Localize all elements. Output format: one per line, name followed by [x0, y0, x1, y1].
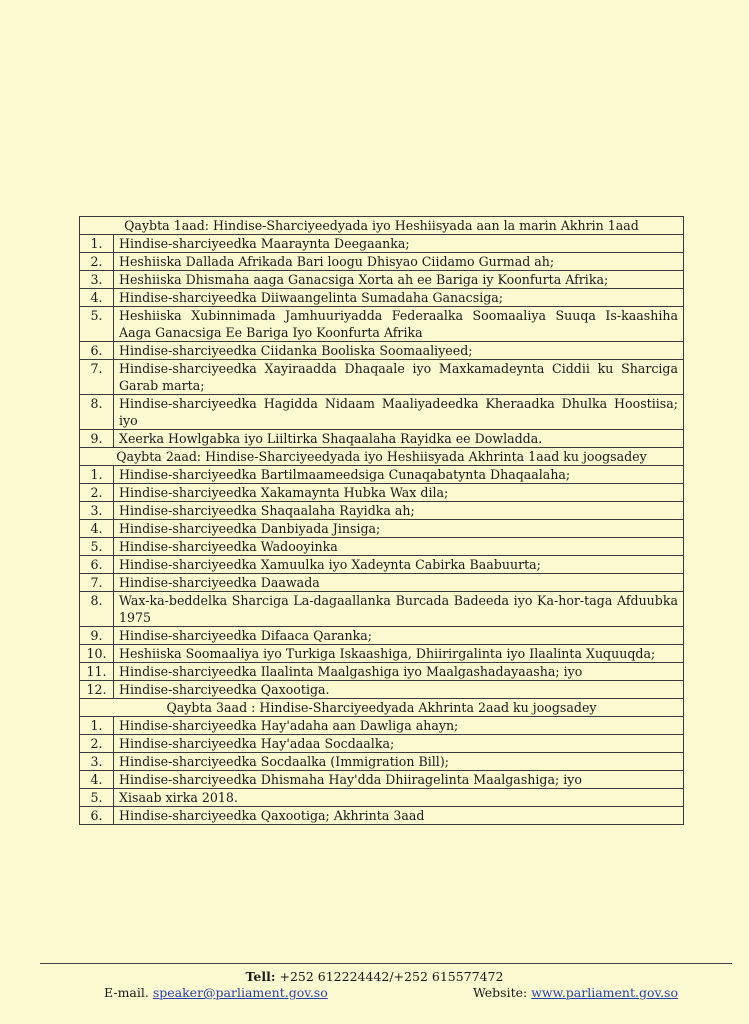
section-title: Qaybta 1aad: Hindise-Sharciyeedyada iyo Heshiisyada aan la marin Akhrin 1aad: [80, 217, 684, 235]
item-number: 6.: [80, 342, 114, 360]
section-title: Qaybta 3aad : Hindise-Sharciyeedyada Akhrinta 2aad ku joogsadey: [80, 699, 684, 717]
table-row: [80, 556, 684, 574]
table-row: [80, 235, 684, 253]
item-text: Hindise-sharciyeedka Qaxootiga.: [114, 681, 684, 699]
item-number: 5.: [80, 789, 114, 807]
table-row: [80, 466, 684, 484]
table-row: [80, 735, 684, 753]
item-text: Hindise-sharciyeedka Xayiraadda Dhaqaale iyo Maxkamadeynta Ciddii ku Sharciga Garab marta;: [114, 360, 684, 395]
table-row: [80, 627, 684, 645]
item-number: 3.: [80, 271, 114, 289]
email-link[interactable]: speaker@parliament.gov.so: [152, 985, 328, 1000]
item-number: 2.: [80, 484, 114, 502]
section-title: Qaybta 2aad: Hindise-Sharciyeedyada iyo Heshiisyada Akhrinta 1aad ku joogsadey: [80, 448, 684, 466]
item-text: Heshiiska Xubinnimada Jamhuuriyadda Federaalka Soomaaliya Suuqa Is-kaashiha Aaga Ganacsiga Ee Bariga Iyo Koonfurta Afrika: [114, 307, 684, 342]
table-row: [80, 574, 684, 592]
item-text: Heshiiska Dallada Afrikada Bari loogu Dhisyao Ciidamo Gurmad ah;: [114, 253, 684, 271]
website-link[interactable]: www.parliament.gov.so: [531, 985, 678, 1000]
item-text: Hindise-sharciyeedka Xamuulka iyo Xadeynta Cabirka Baabuurta;: [114, 556, 684, 574]
table-row: [80, 430, 684, 448]
item-text: Hindise-sharciyeedka Qaxootiga; Akhrinta 3aad: [114, 807, 684, 825]
item-text: Hindise-sharciyeedka Shaqaalaha Rayidka ah;: [114, 502, 684, 520]
item-text: Hindise-sharciyeedka Hagidda Nidaam Maaliyadeedka Kheraadka Dhulka Hoostiisa; iyo: [114, 395, 684, 430]
website-label: Website:: [472, 985, 528, 1000]
item-number: 9.: [80, 430, 114, 448]
table-row: [80, 807, 684, 825]
table-row: [80, 520, 684, 538]
table-row: [80, 342, 684, 360]
item-number: 5.: [80, 538, 114, 556]
item-number: 4.: [80, 289, 114, 307]
table-row: [80, 271, 684, 289]
item-number: 2.: [80, 735, 114, 753]
item-number: 1.: [80, 235, 114, 253]
table-row: [80, 502, 684, 520]
footer-website: [473, 985, 678, 1000]
table-row: [80, 307, 684, 342]
table-row: [80, 789, 684, 807]
item-text: Hindise-sharciyeedka Difaaca Qaranka;: [114, 627, 684, 645]
agenda-table-body: [80, 217, 684, 825]
table-row: [80, 592, 684, 627]
tel-numbers: +252 612224442/+252 615577472: [279, 969, 504, 984]
item-text: Heshiiska Dhismaha aaga Ganacsiga Xorta ah ee Bariga iy Koonfurta Afrika;: [114, 271, 684, 289]
table-row: [80, 717, 684, 735]
section-header-row: [80, 699, 684, 717]
item-text: Hindise-sharciyeedka Ilaalinta Maalgashiga iyo Maalgashadayaasha; iyo: [114, 663, 684, 681]
item-number: 7.: [80, 574, 114, 592]
table-row: [80, 663, 684, 681]
item-number: 4.: [80, 771, 114, 789]
item-text: Xisaab xirka 2018.: [114, 789, 684, 807]
tel-label: Tell:: [245, 969, 276, 984]
item-text: Hindise-sharciyeedka Wadooyinka: [114, 538, 684, 556]
item-text: Hindise-sharciyeedka Ciidanka Booliska Soomaaliyeed;: [114, 342, 684, 360]
item-text: Hindise-sharciyeedka Diiwaangelinta Sumadaha Ganacsiga;: [114, 289, 684, 307]
item-number: 1.: [80, 717, 114, 735]
table-row: [80, 395, 684, 430]
email-label: E-mail.: [104, 985, 149, 1000]
item-number: 12.: [80, 681, 114, 699]
item-number: 9.: [80, 627, 114, 645]
footer-telephone: [0, 969, 749, 984]
table-row: [80, 253, 684, 271]
footer-divider: [40, 963, 732, 964]
item-number: 4.: [80, 520, 114, 538]
item-number: 3.: [80, 753, 114, 771]
item-number: 6.: [80, 556, 114, 574]
section-header-row: [80, 217, 684, 235]
table-row: [80, 360, 684, 395]
item-text: Wax-ka-beddelka Sharciga La-dagaallanka Burcada Badeeda iyo Ka-hor-taga Afduubka 1975: [114, 592, 684, 627]
item-text: Hindise-sharciyeedka Maaraynta Deegaanka;: [114, 235, 684, 253]
item-number: 6.: [80, 807, 114, 825]
section-header-row: [80, 448, 684, 466]
item-number: 11.: [80, 663, 114, 681]
item-text: Hindise-sharciyeedka Danbiyada Jinsiga;: [114, 520, 684, 538]
table-row: [80, 484, 684, 502]
item-text: Xeerka Howlgabka iyo Liiltirka Shaqaalaha Rayidka ee Dowladda.: [114, 430, 684, 448]
item-number: 1.: [80, 466, 114, 484]
item-number: 8.: [80, 395, 114, 430]
item-number: 7.: [80, 360, 114, 395]
item-text: Hindise-sharciyeedka Xakamaynta Hubka Wax dila;: [114, 484, 684, 502]
table-row: [80, 289, 684, 307]
footer-email: [104, 985, 328, 1000]
item-number: 10.: [80, 645, 114, 663]
table-row: [80, 753, 684, 771]
table-row: [80, 645, 684, 663]
item-text: Hindise-sharciyeedka Bartilmaameedsiga Cunaqabatynta Dhaqaalaha;: [114, 466, 684, 484]
item-text: Hindise-sharciyeedka Socdaalka (Immigration Bill);: [114, 753, 684, 771]
item-text: Hindise-sharciyeedka Hay'adaa Socdaalka;: [114, 735, 684, 753]
table-row: [80, 771, 684, 789]
item-number: 2.: [80, 253, 114, 271]
agenda-table: [79, 216, 684, 825]
item-text: Heshiiska Soomaaliya iyo Turkiga Iskaashiga, Dhiirirgalinta iyo Ilaalinta Xuquuqda;: [114, 645, 684, 663]
table-row: [80, 538, 684, 556]
table-row: [80, 681, 684, 699]
item-text: Hindise-sharciyeedka Dhismaha Hay'dda Dhiiragelinta Maalgashiga; iyo: [114, 771, 684, 789]
item-text: Hindise-sharciyeedka Hay'adaha aan Dawliga ahayn;: [114, 717, 684, 735]
item-number: 8.: [80, 592, 114, 627]
item-text: Hindise-sharciyeedka Daawada: [114, 574, 684, 592]
item-number: 3.: [80, 502, 114, 520]
item-number: 5.: [80, 307, 114, 342]
